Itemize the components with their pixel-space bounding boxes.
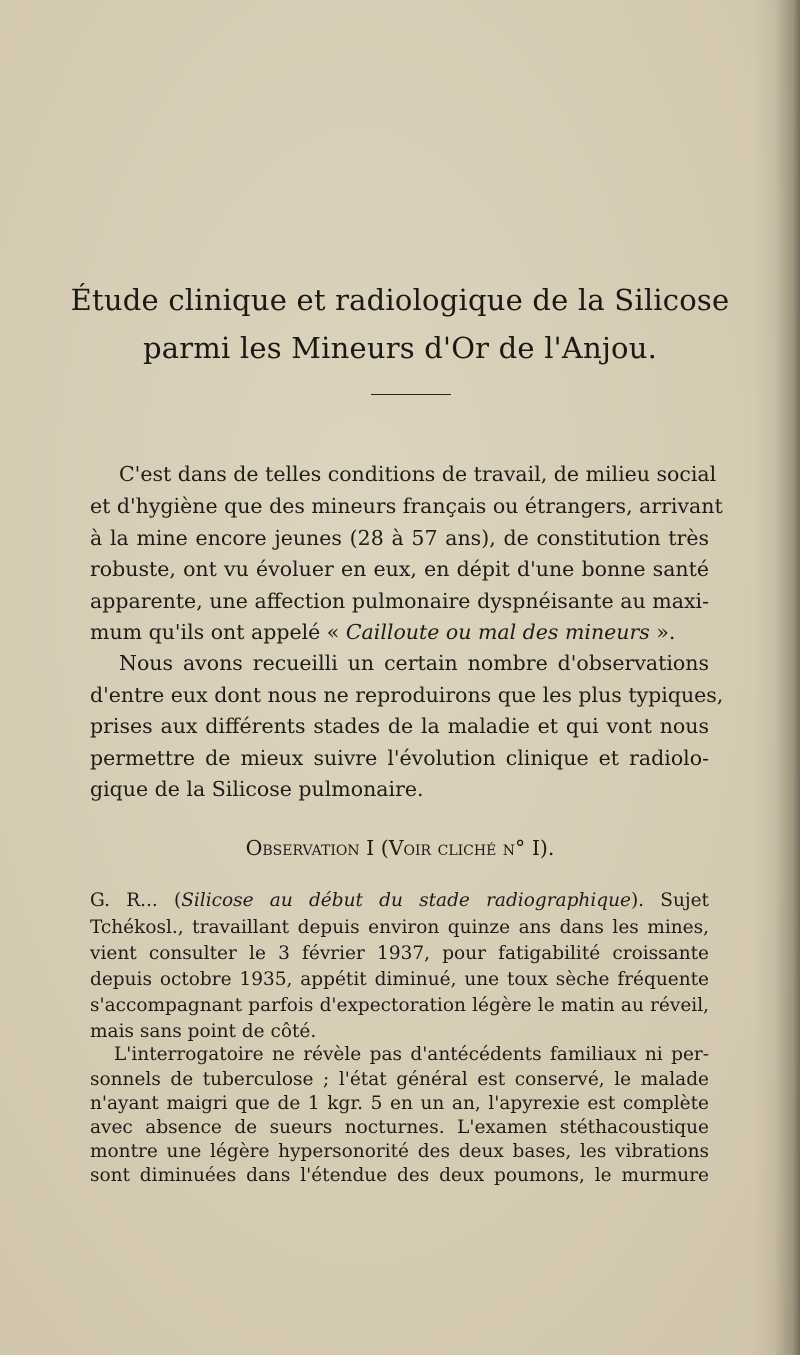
diagnosis-italic: Silicose au début du stade radiographique	[181, 890, 631, 911]
patient-initials: G. R... (	[90, 890, 182, 911]
intro-text: mum qu'ils ont appelé «	[90, 620, 346, 644]
title-line-2: parmi les Mineurs d'Or de l'Anjou.	[142, 331, 658, 365]
title-line-1: Étude clinique et radiologique de la Silicose	[70, 283, 730, 317]
intro-text: ».	[649, 620, 676, 644]
observation-para2-line: sont diminuées dans l'étendue des deux poumons, le murmure	[90, 1165, 709, 1186]
observation-para2-line: sonnels de tuberculose ; l'état général est conservé, le malade	[90, 1069, 709, 1090]
intro-para2-line: gique de la Silicose pulmonaire.	[90, 777, 424, 801]
observation-para2-line: n'ayant maigri que de 1 kgr. 5 en un an, l'apyrexie est complète	[90, 1093, 709, 1114]
observation-line: vient consulter le 3 février 1937, pour fatigabilité croissante	[90, 943, 709, 964]
title-rule	[371, 394, 451, 395]
intro-line: C'est dans de telles conditions de travail, de milieu social	[119, 462, 717, 486]
intro-line: apparente, une affection pulmonaire dyspnéisante au maxi-	[90, 589, 709, 613]
observation-para2-line: L'interrogatoire ne révèle pas d'antécédents familiaux ni per-	[114, 1044, 709, 1065]
observation-para2-line: avec absence de sueurs nocturnes. L'examen stéthacoustique	[90, 1117, 709, 1138]
intro-para2-line: permettre de mieux suivre l'évolution clinique et radiolo-	[90, 746, 709, 770]
observation-line: depuis octobre 1935, appétit diminué, une toux sèche fréquente	[90, 969, 709, 990]
intro-line-last	[90, 620, 709, 644]
observation-line: Tchékosl., travaillant depuis environ quinze ans dans les mines,	[90, 917, 709, 938]
observation-para2-line: montre une légère hypersonorité des deux bases, les vibrations	[90, 1141, 709, 1162]
intro-para2-line: d'entre eux dont nous ne reproduirons que les plus typiques,	[90, 683, 724, 707]
page-edge-shadow	[754, 0, 800, 1355]
observation-text: ). Sujet	[630, 890, 709, 911]
observation-line: s'accompagnant parfois d'expectoration légère le matin au réveil,	[90, 995, 709, 1016]
observation-line-first	[90, 890, 709, 911]
observation-heading: Observation I (Voir cliché n° I).	[245, 836, 555, 860]
intro-italic: Cailloute ou mal des mineurs	[345, 620, 650, 644]
intro-para2-line: prises aux différents stades de la maladie et qui vont nous	[90, 714, 709, 738]
intro-line: à la mine encore jeunes (28 à 57 ans), de constitution très	[90, 526, 709, 550]
intro-line: robuste, ont vu évoluer en eux, en dépit d'une bonne santé	[90, 557, 709, 581]
intro-para2-line: Nous avons recueilli un certain nombre d'observations	[119, 651, 709, 675]
intro-line: et d'hygiène que des mineurs français ou étrangers, arrivant	[90, 494, 723, 518]
observation-line: mais sans point de côté.	[90, 1021, 317, 1042]
